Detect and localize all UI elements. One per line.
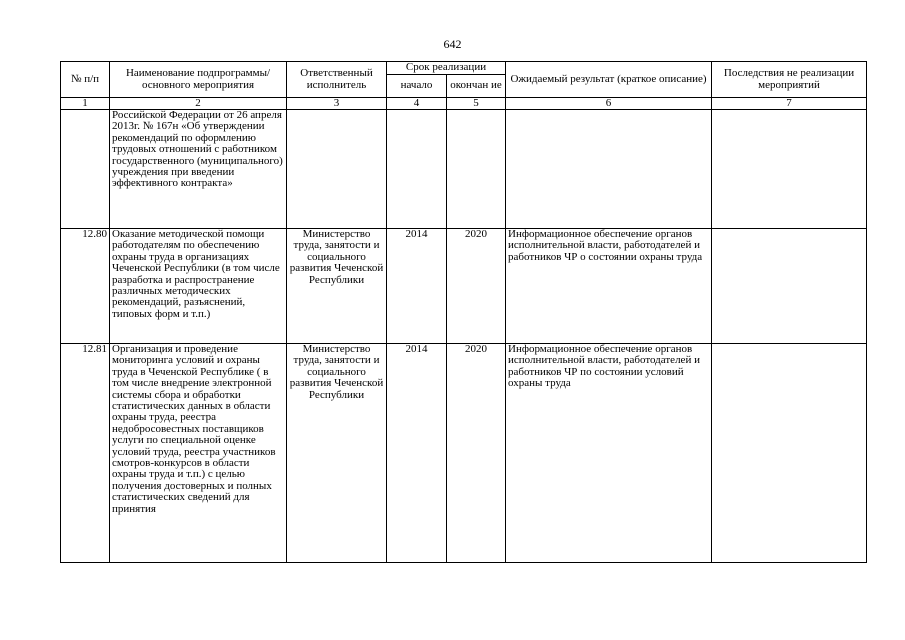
header-result: Ожидаемый результат (краткое описание) xyxy=(506,62,712,98)
table-row xyxy=(61,229,867,344)
row-name: Оказание методической помощи работодателям по обеспечению охраны труда в организациях Чеченской Республики (в том числе разработка и распространение различных методических рекомендаций, разъяснений, типовых форм и т.п.) xyxy=(110,229,287,344)
table-row xyxy=(61,110,867,229)
header-name: Наименование подпрограммы/ основного мероприятия xyxy=(110,62,287,98)
row-end xyxy=(447,110,506,229)
row-result: Информационное обеспечение органов исполнительной власти, работодателей и работников ЧР по состоянии условий охраны труда xyxy=(506,344,712,563)
row-name: Российской Федерации от 26 апреля 2013г. № 167н «Об утверждении рекомендаций по оформлению трудовых отношений с работником государственного (муниципального) учреждения при введении эффективного контракта» xyxy=(110,110,287,229)
header-period: Срок реализации xyxy=(387,62,506,75)
row-result xyxy=(506,110,712,229)
row-executor: Министерство труда, занятости и социального развития Чеченской Республики xyxy=(287,229,387,344)
row-number xyxy=(61,110,110,229)
header-end: окончан ие xyxy=(447,75,506,98)
measures-table xyxy=(60,61,867,563)
row-end: 2020 xyxy=(447,229,506,344)
row-executor xyxy=(287,110,387,229)
row-consequences xyxy=(712,344,867,563)
column-number-row xyxy=(61,98,867,110)
header-row xyxy=(61,62,867,75)
column-number: 2 xyxy=(110,98,287,110)
column-number: 1 xyxy=(61,98,110,110)
header-start: начало xyxy=(387,75,447,98)
row-start xyxy=(387,110,447,229)
column-number: 5 xyxy=(447,98,506,110)
column-number: 4 xyxy=(387,98,447,110)
header-number: № п/п xyxy=(61,62,110,98)
column-number: 7 xyxy=(712,98,867,110)
row-number: 12.80 xyxy=(61,229,110,344)
row-consequences xyxy=(712,110,867,229)
row-number: 12.81 xyxy=(61,344,110,563)
column-number: 6 xyxy=(506,98,712,110)
column-number: 3 xyxy=(287,98,387,110)
row-start: 2014 xyxy=(387,229,447,344)
row-result: Информационное обеспечение органов исполнительной власти, работодателей и работников ЧР о состоянии охраны труда xyxy=(506,229,712,344)
row-executor: Министерство труда, занятости и социального развития Чеченской Республики xyxy=(287,344,387,563)
header-consequences: Последствия не реализации мероприятий xyxy=(712,62,867,98)
row-start: 2014 xyxy=(387,344,447,563)
row-name: Организация и проведение мониторинга условий и охраны труда в Чеченской Республике ( в том числе внедрение электронной системы сбора и обработки статистических данных в области охраны труда, реестра недобросовестных поставщиков услуги по специальной оценке условий труда, реестра участников смотров-конкурсов в области охраны труда и т.п.) с целью получения достоверных и полных статистических сведений для принятия xyxy=(110,344,287,563)
row-consequences xyxy=(712,229,867,344)
page-number: 642 xyxy=(443,37,462,51)
row-end: 2020 xyxy=(447,344,506,563)
header-executor: Ответственный исполнитель xyxy=(287,62,387,98)
table-row xyxy=(61,344,867,563)
